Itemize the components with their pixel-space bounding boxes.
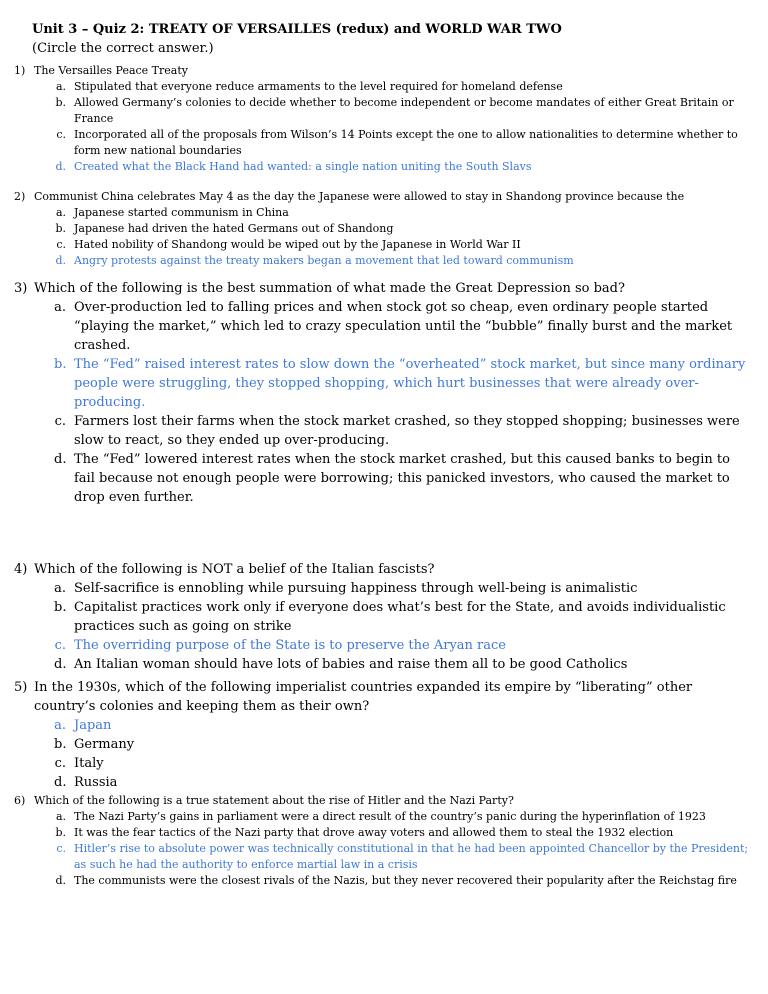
option-d[interactable]: [54, 773, 750, 792]
option-text: An Italian woman should have lots of babies and raise them all to be good Catholics: [74, 657, 628, 672]
option-text: Farmers lost their farms when the stock market crashed, so they stopped shopping; businesses were slow to react, so they ended up over-producing.: [74, 414, 740, 448]
option-text: Japan: [74, 718, 112, 733]
option-letter: c.: [56, 128, 66, 141]
quiz-title: Unit 3 – Quiz 2: TREATY OF VERSAILLES (redux) and WORLD WAR TWO: [32, 22, 562, 37]
option-letter: a.: [54, 300, 66, 315]
option-letter: c.: [56, 842, 66, 855]
question-text: Which of the following is the best summation of what made the Great Depression so bad?: [34, 281, 625, 296]
option-letter: b.: [55, 96, 66, 109]
option-text: Russia: [74, 775, 118, 790]
quiz-header: [32, 20, 562, 58]
question-4: [14, 560, 750, 674]
option-b[interactable]: [54, 221, 750, 237]
option-c[interactable]: [54, 636, 750, 655]
question-2: [14, 189, 750, 269]
option-text: Allowed Germany’s colonies to decide whether to become independent or become mandates of either Great Britain or France: [74, 96, 734, 125]
option-c[interactable]: [54, 841, 750, 873]
option-letter: b.: [54, 600, 67, 615]
question-number: 4): [14, 562, 28, 577]
option-text: Japanese started communism in China: [74, 206, 289, 219]
option-b[interactable]: [54, 355, 750, 412]
option-letter: d.: [54, 657, 67, 672]
question-text: In the 1930s, which of the following imperialist countries expanded its empire by “liberating” other country’s colonies and keeping them as their own?: [34, 680, 693, 714]
option-c[interactable]: [54, 127, 750, 159]
option-c[interactable]: [54, 754, 750, 773]
option-a[interactable]: [54, 79, 750, 95]
option-a[interactable]: [54, 579, 750, 598]
question-5: [14, 678, 750, 792]
option-letter: a.: [55, 206, 66, 219]
option-text: Over-production led to falling prices and when stock got so cheap, even ordinary people started “playing the market,” which led to crazy speculation until the “bubble” finally burst and the market crashed.: [74, 300, 733, 353]
question-text: Which of the following is a true statement about the rise of Hitler and the Nazi Party?: [34, 794, 514, 807]
option-a[interactable]: [54, 809, 750, 825]
option-b[interactable]: [54, 825, 750, 841]
option-text: The overriding purpose of the State is to preserve the Aryan race: [74, 638, 506, 653]
option-text: Self-sacrifice is ennobling while pursuing happiness through well-being is animalistic: [74, 581, 638, 596]
question-number: 2): [14, 190, 26, 203]
option-a[interactable]: [54, 205, 750, 221]
option-text: The Nazi Party’s gains in parliament were a direct result of the country’s panic during the hyperinflation of 1923: [74, 810, 706, 823]
question-1: [14, 63, 750, 175]
option-letter: c.: [54, 756, 66, 771]
question-number: 3): [14, 281, 28, 296]
question-6: [14, 793, 750, 889]
option-text: The “Fed” raised interest rates to slow down the “overheated” stock market, but since many ordinary people were struggling, they stopped shopping, which hurt businesses that were already over-producing.: [74, 357, 746, 410]
option-d[interactable]: [54, 873, 750, 889]
option-letter: c.: [54, 414, 66, 429]
quiz-instruction: (Circle the correct answer.): [32, 41, 214, 56]
option-text: Hitler’s rise to absolute power was technically constitutional in that he had been appointed Chancellor by the President; as such he had the authority to enforce martial law in a crisis: [74, 842, 749, 871]
option-letter: d.: [55, 874, 66, 887]
option-c[interactable]: [54, 237, 750, 253]
question-text: The Versailles Peace Treaty: [34, 64, 188, 77]
option-text: Germany: [74, 737, 135, 752]
option-letter: a.: [55, 80, 66, 93]
option-letter: d.: [55, 254, 66, 267]
option-b[interactable]: [54, 95, 750, 127]
option-text: Stipulated that everyone reduce armaments to the level required for homeland defense: [74, 80, 563, 93]
option-text: Angry protests against the treaty makers began a movement that led toward communism: [74, 254, 574, 267]
option-a[interactable]: [54, 716, 750, 735]
option-letter: c.: [56, 238, 66, 251]
option-letter: a.: [54, 581, 66, 596]
option-a[interactable]: [54, 298, 750, 355]
option-letter: b.: [55, 826, 66, 839]
option-letter: b.: [55, 222, 66, 235]
option-b[interactable]: [54, 735, 750, 754]
option-d[interactable]: [54, 450, 750, 507]
question-number: 6): [14, 794, 26, 807]
option-text: Japanese had driven the hated Germans out of Shandong: [74, 222, 394, 235]
option-text: Capitalist practices work only if everyone does what’s best for the State, and avoids individualistic practices such as going on strike: [74, 600, 726, 634]
question-text: Which of the following is NOT a belief of the Italian fascists?: [34, 562, 435, 577]
option-letter: a.: [55, 810, 66, 823]
option-text: Italy: [74, 756, 104, 771]
option-c[interactable]: [54, 412, 750, 450]
option-text: Incorporated all of the proposals from Wilson’s 14 Points except the one to allow nationalities to determine whether to form new national boundaries: [74, 128, 738, 157]
option-letter: b.: [54, 737, 67, 752]
option-d[interactable]: [54, 253, 750, 269]
option-letter: a.: [54, 718, 66, 733]
option-letter: c.: [54, 638, 66, 653]
question-3: [14, 279, 750, 507]
option-text: The communists were the closest rivals of the Nazis, but they never recovered their popularity after the Reichstag fire: [74, 874, 737, 887]
option-d[interactable]: [54, 159, 750, 175]
option-text: Created what the Black Hand had wanted: a single nation uniting the South Slavs: [74, 160, 532, 173]
option-letter: d.: [55, 160, 66, 173]
option-letter: b.: [54, 357, 67, 372]
option-letter: d.: [54, 775, 67, 790]
option-d[interactable]: [54, 655, 750, 674]
question-number: 5): [14, 680, 28, 695]
option-letter: d.: [54, 452, 67, 467]
option-text: Hated nobility of Shandong would be wiped out by the Japanese in World War II: [74, 238, 521, 251]
option-text: It was the fear tactics of the Nazi party that drove away voters and allowed them to steal the 1932 election: [74, 826, 674, 839]
question-text: Communist China celebrates May 4 as the day the Japanese were allowed to stay in Shandong province because the: [34, 190, 685, 203]
option-b[interactable]: [54, 598, 750, 636]
question-number: 1): [14, 64, 26, 77]
option-text: The “Fed” lowered interest rates when the stock market crashed, but this caused banks to begin to fail because not enough people were borrowing; this panicked investors, who caused the market to drop even further.: [74, 452, 730, 505]
